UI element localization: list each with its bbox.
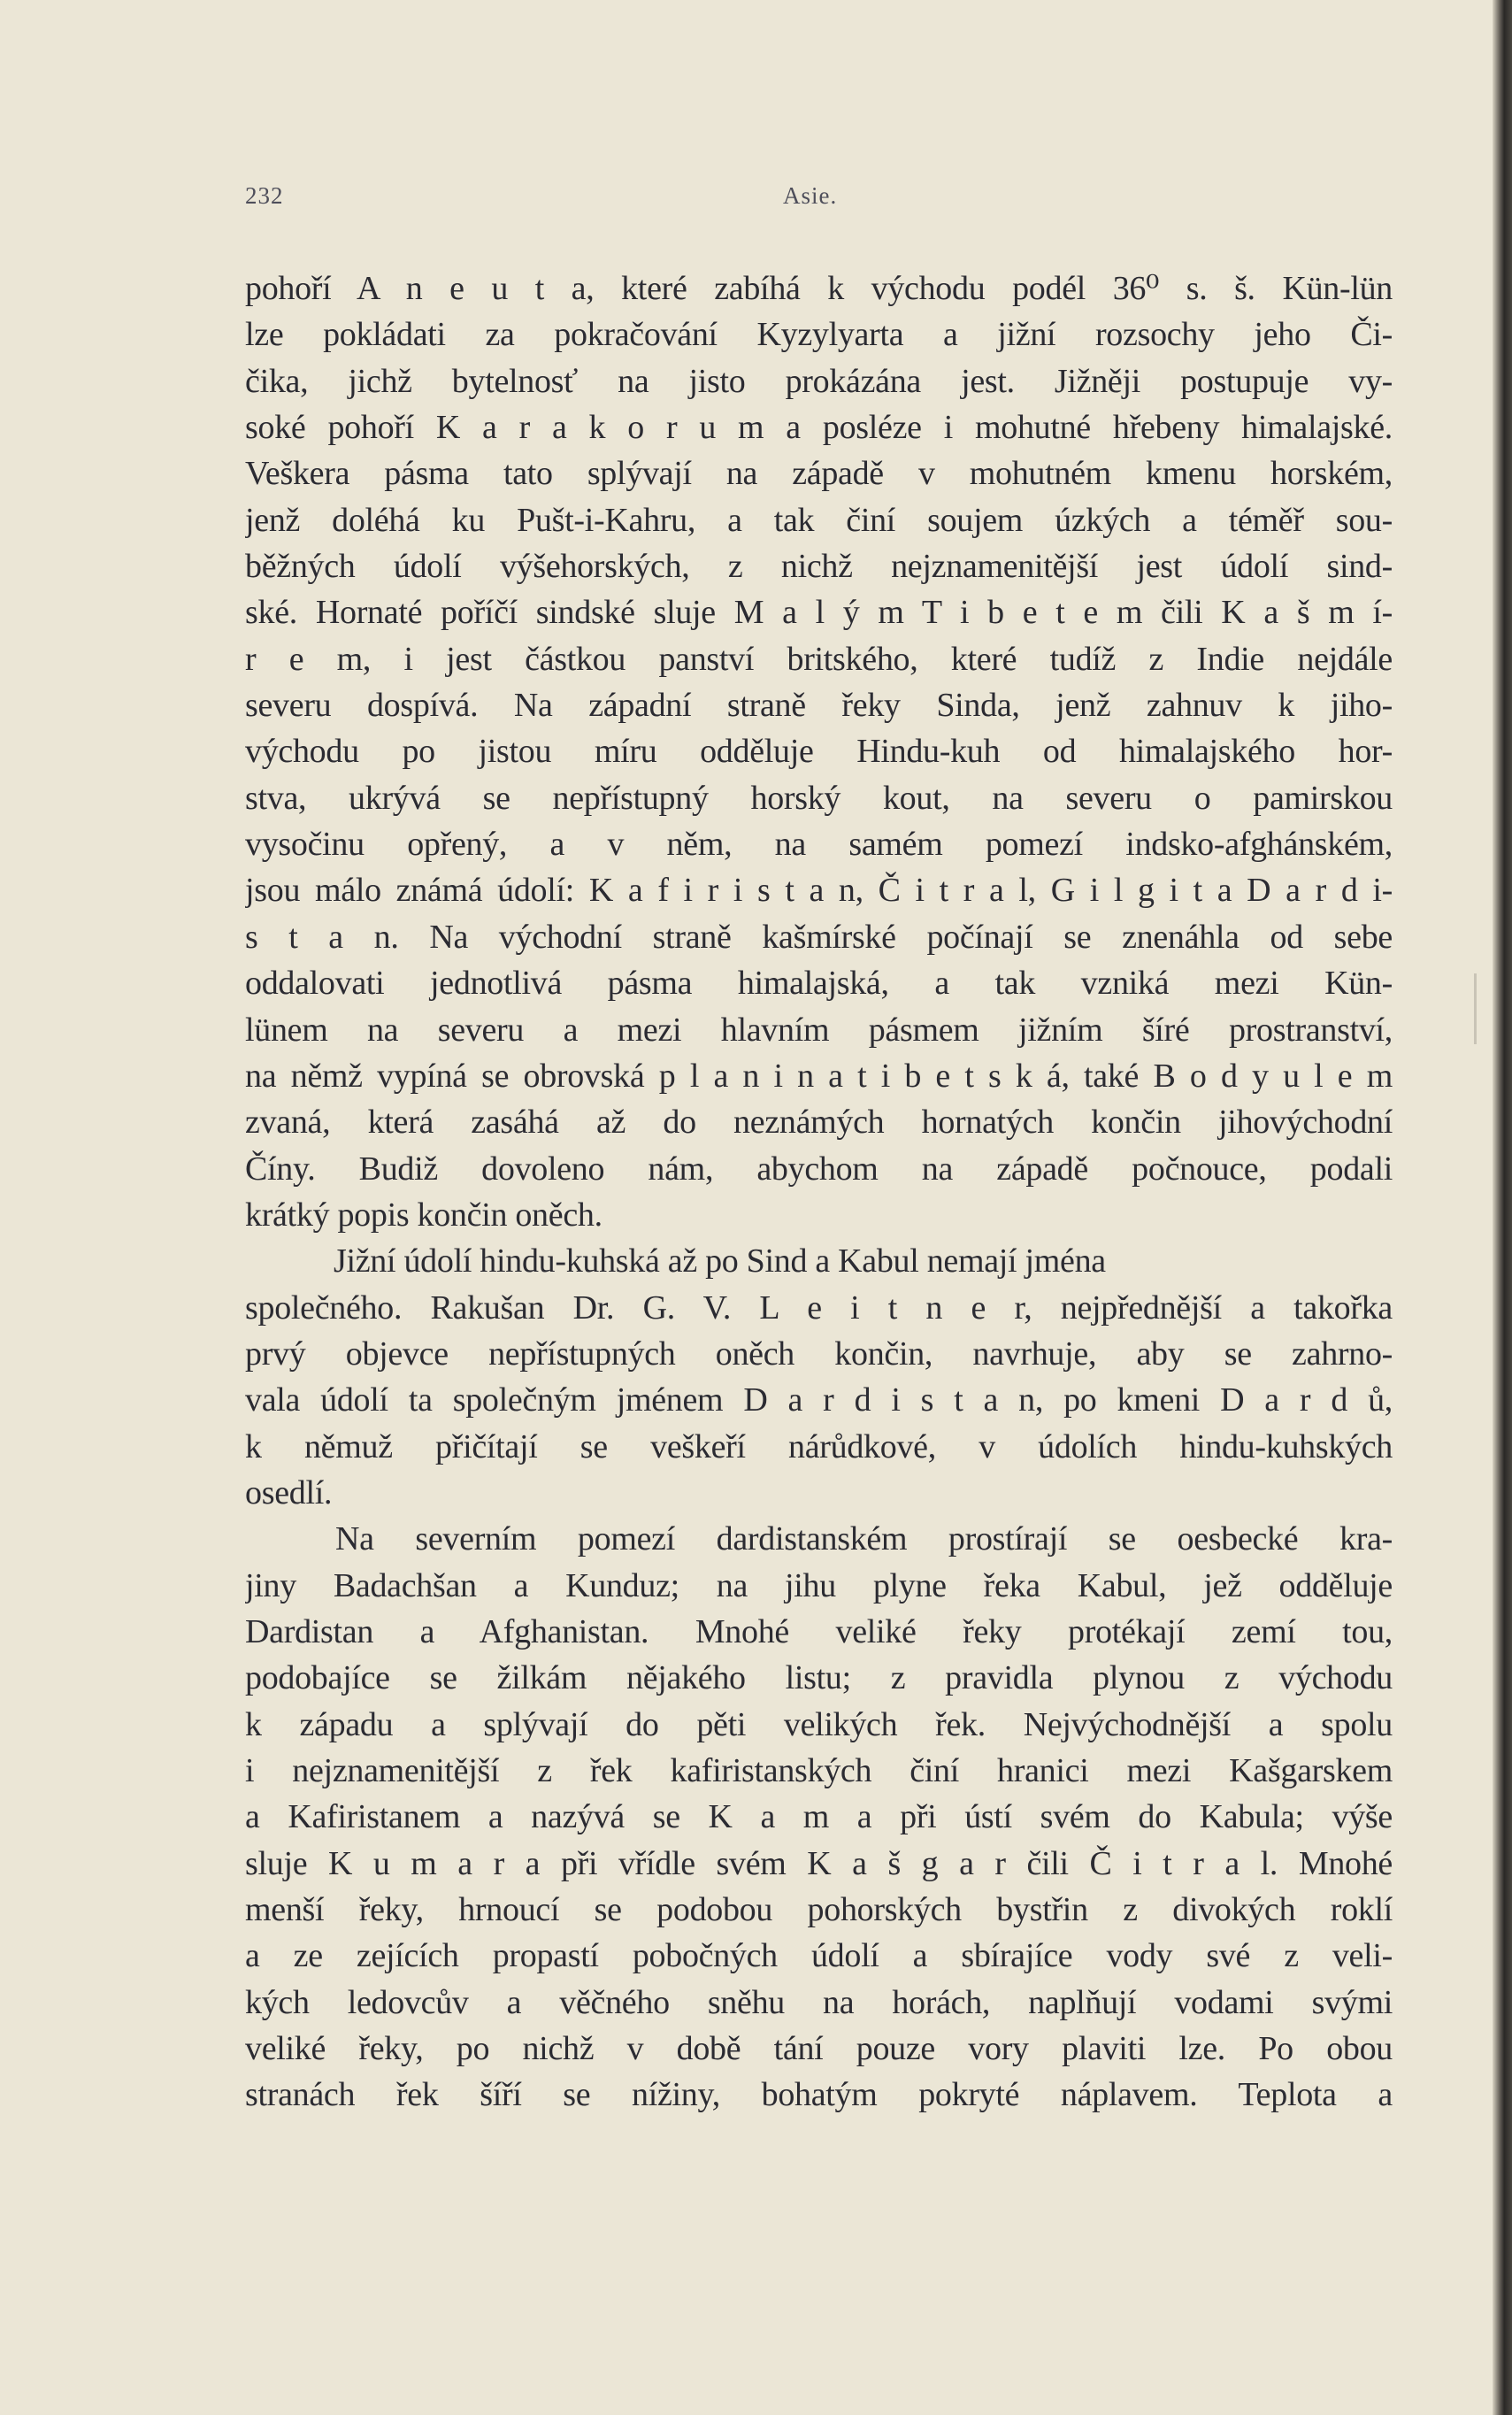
text-line: společného. Rakušan Dr. G. V. L e i t n e r, nejpřednější a takořka [245,1288,1393,1327]
book-binding-shadow [1493,0,1512,2415]
text-line: lünem na severu a mezi hlavním pásmem jižním šíré prostranství, [245,1011,1393,1049]
text-line: Veškera pásma tato splývají na západě v mohutném kmenu horském, [245,455,1393,493]
text-line: sluje K u m a r a při vřídle svém K a š g a r čili Č i t r a l. Mnohé [245,1844,1393,1882]
text-line: krátký popis končin oněch. [245,1196,602,1234]
text-line: jenž doléhá ku Pušt-i-Kahru, a tak činí soujem úzkých a téměř sou- [245,501,1393,539]
text-line: ské. Hornaté poříčí sindské sluje M a l ý m T i b e t e m čili K a š m í- [245,594,1393,632]
text-line: a Kafiristanem a nazývá se K a m a při ústí svém do Kabula; výše [245,1798,1393,1836]
text-line: prvý objevce nepřístupných oněch končin, navrhuje, aby se zahrno- [245,1334,1393,1373]
text-line: východu po jistou míru odděluje Hindu-kuh od himalajského hor- [245,733,1393,771]
page-header [245,182,1395,214]
body-text [245,265,1393,2119]
text-line: lze pokládati za pokračování Kyzylyarta a jižní rozsochy jeho Či- [245,316,1393,354]
text-line: podobajíce se žilkám nějakého listu; z pravidla plynou z východu [245,1659,1393,1697]
text-line: stranách řek šíří se nížiny, bohatým pokryté náplavem. Teplota a [245,2076,1393,2114]
text-line: pohoří A n e u t a, které zabíhá k východu podél 36⁰ s. š. Kün-lün [245,270,1393,307]
page-edge-mark [1474,973,1477,1044]
text-line: běžných údolí výšehorských, z nichž nejznamenitější jest údolí sind- [245,548,1393,586]
text-line: vala údolí ta společným jménem D a r d i s t a n, po kmeni D a r d ů, [245,1381,1393,1419]
text-line: severu dospívá. Na západní straně řeky Sinda, jenž zahnuv k jiho- [245,687,1393,725]
text-line: Na severním pomezí dardistanském prostírají se oesbecké kra- [335,1520,1393,1558]
text-line: a ze zejících propastí pobočných údolí a sbírajíce vody své z veli- [245,1937,1393,1975]
text-line: osedlí. [245,1473,333,1511]
text-line: oddalovati jednotlivá pásma himalajská, a tak vzniká mezi Kün- [245,965,1393,1003]
page-number: 232 [245,182,284,209]
text-line: vysočinu opřený, a v něm, na samém pomezí indsko-afghánském, [245,826,1393,864]
text-line: menší řeky, hrnoucí se podobou pohorských bystřin z divokých roklí [245,1891,1393,1929]
text-line: veliké řeky, po nichž v době tání pouze vory plaviti lze. Po obou [245,2030,1393,2068]
text-line: Dardistan a Afghanistan. Mnohé veliké řeky protékají zemí tou, [245,1612,1393,1650]
running-head: Asie. [783,182,838,209]
text-line: jiny Badachšan a Kunduz; na jihu plyne řeka Kabul, jež odděluje [245,1566,1393,1604]
text-line: kých ledovcův a věčného sněhu na horách, naplňují vodami svými [245,1983,1393,2021]
text-line: k němuž přičítají se veškeří nárůdkové, v údolích hindu-kuhských [245,1427,1393,1465]
text-line: r e m, i jest částkou panství britského, které tudíž z Indie nejdále [245,640,1393,678]
text-line: s t a n. Na východní straně kašmírské počínají se znenáhla od sebe [245,918,1393,956]
text-line: i nejznamenitější z řek kafiristanských činí hranici mezi Kašgarskem [245,1752,1393,1789]
text-line: na němž vypíná se obrovská p l a n i n a t i b e t s k á, také B o d y u l e m [245,1057,1393,1095]
text-line: Jižní údolí hindu-kuhská až po Sind a Kabul nemají jména [334,1242,1106,1281]
text-line: stva, ukrývá se nepřístupný horský kout, na severu o pamirskou [245,779,1393,817]
text-line: čika, jichž bytelnosť na jisto prokázána jest. Jižněji postupuje vy- [245,362,1393,400]
text-line: k západu a splývají do pěti velikých řek. Nejvýchodnější a spolu [245,1705,1393,1743]
text-line: zvaná, která zasáhá až do neznámých hornatých končin jihovýchodní [245,1104,1393,1142]
text-line: soké pohoří K a r a k o r u m a posléze i mohutné hřebeny himalajské. [245,409,1393,447]
text-line: jsou málo známá údolí: K a f i r i s t a n, Č i t r a l, G i l g i t a D a r d i- [245,872,1393,910]
text-line: Číny. Budiž dovoleno nám, abychom na západě počnouce, podali [245,1150,1393,1188]
